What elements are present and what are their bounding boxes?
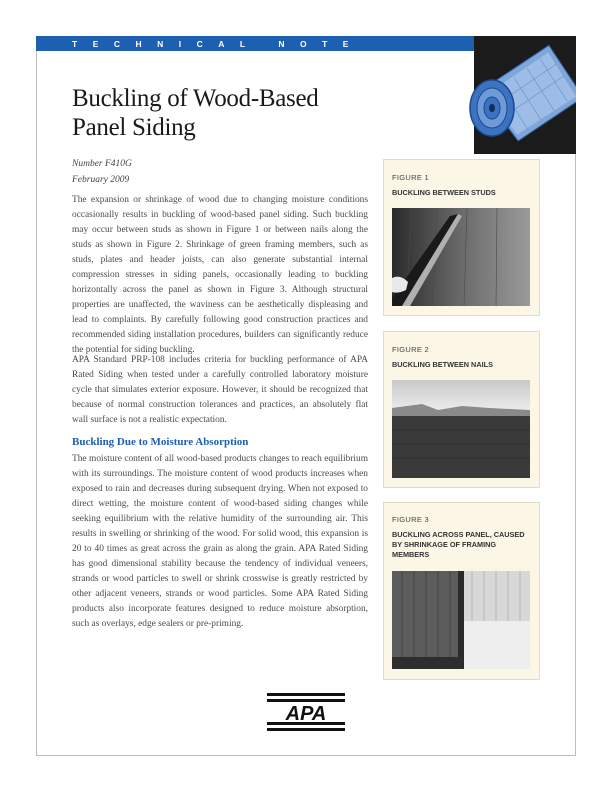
title-line-2: Panel Siding <box>72 114 196 141</box>
document-date: February 2009 <box>72 175 130 185</box>
figure-2 <box>383 331 540 488</box>
body-paragraph-1 <box>72 193 368 358</box>
figure-number: FIGURE 2 <box>392 345 429 354</box>
logo-text: APA <box>285 703 327 725</box>
paragraph-text: The expansion or shrinkage of wood due to changing moisture conditions occasionally results in buckling of wood-based panel siding. Such buckling may occur between studs as shown in Figure 1 or between nails along the studs as shown in Figure 2. Shrinkage of green framing members, such as studs, plates and header joists, can also generate substantial internal compression stresses in siding panels, occasionally leading to buckling horizontally across the panel as shown in Figure 3. Although structural properties are unaffected, the waviness can be aesthetically displeasing and lead to complaints. By carefully following good construction practices and recommended siding installation procedures, builders can significantly reduce the potential for siding buckling. <box>72 195 368 355</box>
section-heading: Buckling Due to Moisture Absorption <box>72 436 249 448</box>
apa-logo <box>267 693 345 731</box>
figure-3-photo <box>392 571 530 669</box>
figure-3 <box>383 502 540 680</box>
figure-number: FIGURE 1 <box>392 173 429 182</box>
blueprint-roll-icon <box>458 36 576 154</box>
paragraph-text: The moisture content of all wood-based products changes to reach equilibrium with its surroundings. The moisture content of wood products increases when exposed to rain and decreases during subsequent drying. When not exposed to direct wetting, the moisture content of wood-based siding changes while seeking equilibrium with the relative humidity of the surrounding air. This results in swelling or shrinking of the wood. For solid wood, this expansion is 20 to 40 times as great across the grain as along the grain. APA Rated Siding has good dimensional stability because the tendency of individual veneers, strands or wood particles to swell or shrink crosswise is greatly restricted by other adjacent veneers, strands or wood particles. Some APA Rated Siding products also incorporate features designed to reduce moisture absorption, such as overlays, edge sealers or pre-priming. <box>72 454 368 629</box>
body-paragraph-2 <box>72 353 368 428</box>
page-title <box>72 84 372 142</box>
document-meta <box>72 156 132 188</box>
figure-1 <box>383 159 540 316</box>
figure-1-photo <box>392 208 530 306</box>
technical-note-banner <box>36 36 474 51</box>
paragraph-text: APA Standard PRP-108 includes criteria for buckling performance of APA Rated Siding when tested under a carefully controlled laboratory moisture cycle that simulates exterior exposure. However, it should be recognized that because of normal construction tolerances and practices, an absolutely flat wall surface is not a realistic expectation. <box>72 355 368 425</box>
figure-caption: BUCKLING ACROSS PANEL, CAUSED BY SHRINKAGE OF FRAMING MEMBERS <box>392 530 525 559</box>
document-number: Number F410G <box>72 159 132 169</box>
figure-2-photo <box>392 380 530 478</box>
banner-label: TECHNICAL NOTE <box>72 38 364 49</box>
figure-caption: BUCKLING BETWEEN STUDS <box>392 188 496 197</box>
body-paragraph-3 <box>72 452 368 632</box>
title-line-1: Buckling of Wood-Based <box>72 85 319 112</box>
figure-number: FIGURE 3 <box>392 515 429 524</box>
figure-caption: BUCKLING BETWEEN NAILS <box>392 360 493 369</box>
